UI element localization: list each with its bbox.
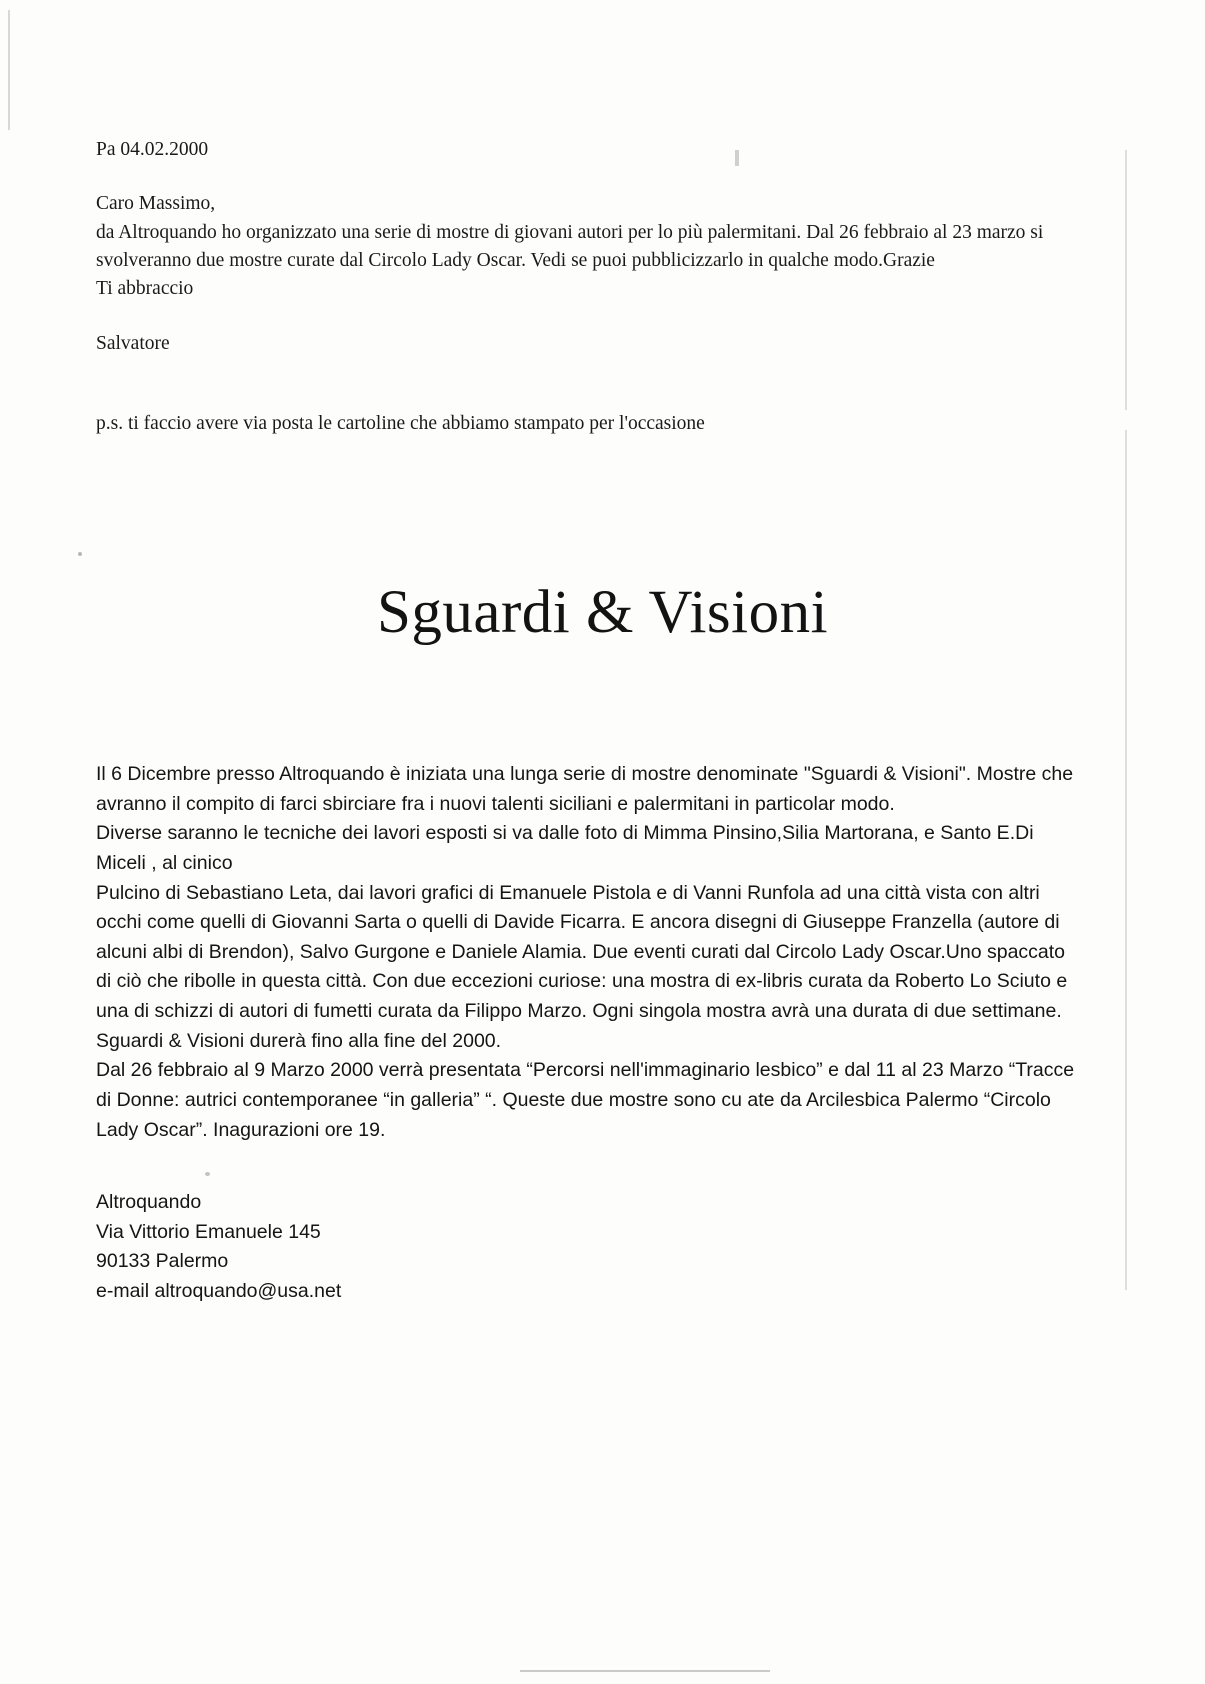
letter-closing: Ti abbraccio xyxy=(96,277,194,299)
article-paragraph: Dal 26 febbraio al 9 Marzo 2000 verrà presentata “Percorsi nell'immaginario lesbico” e dal 11 al 23 Marzo “Tracce di Donne: autrici contemporanee “in galleria” “. Queste due mostre sono cu ate da Arcilesbica Palermo “Circolo Lady Oscar”. Inagurazioni ore 19. xyxy=(96,1059,1075,1141)
footer-street: Via Vittorio Emanuele 145 xyxy=(96,1220,321,1243)
letter-postscript: p.s. ti faccio avere via posta le cartoline che abbiamo stampato per l'occasione xyxy=(96,413,705,435)
footer-email: e-mail altroquando@usa.net xyxy=(96,1279,342,1302)
letter-signature: Salvatore xyxy=(96,333,170,355)
letter-salutation: Caro Massimo, xyxy=(96,192,216,214)
letter-body: da Altroquando ho organizzato una serie di mostre di giovani autori per lo più palermitani. Dal 26 febbraio al 23 marzo si svolveranno due mostre curate dal Circolo Lady Oscar. Vedi se puoi pubblicizzarlo in qualche modo.Grazie xyxy=(96,222,1044,272)
scan-edge-artifact xyxy=(1125,150,1127,410)
page-title-text: Sguardi & Visioni xyxy=(376,579,829,646)
letter-date: Pa 04.02.2000 xyxy=(96,139,209,160)
scan-speck xyxy=(205,1172,210,1176)
footer-organization: Altroquando xyxy=(96,1191,202,1213)
letter-block xyxy=(96,136,1096,438)
scan-edge-artifact xyxy=(1125,430,1127,1290)
scan-edge-artifact xyxy=(8,10,10,130)
article-paragraph: Diverse saranno le tecniche dei lavori esposti si va dalle foto di Mimma Pinsino,Silia Martorana, e Santo E.Di Miceli , al cinico xyxy=(96,822,1034,874)
article-paragraph: Il 6 Dicembre presso Altroquando è iniziata una lunga serie di mostre denominate "Sguardi & Visioni". Mostre che avranno il compito di farci sbirciare fra i nuovi talenti siciliani e palermitani in particolar modo. xyxy=(96,763,1074,815)
footer-city: 90133 Palermo xyxy=(96,1250,229,1273)
scan-bottom-artifact xyxy=(520,1670,770,1672)
article-paragraph: Pulcino di Sebastiano Leta, dai lavori grafici di Emanuele Pistola e di Vanni Runfola ad una città vista con altri occhi come quelli di Giovanni Sarta o quelli di Davide Ficarra. E ancora disegni di Giuseppe Franzella (autore di alcuni albi di Brendon), Salvo Gurgone e Daniele Alamia. Due eventi curati dal Circolo Lady Oscar.Uno spaccato di ciò che ribolle in questa città. Con due eccezioni curiose: una mostra di ex-libris curata da Roberto Lo Sciuto e una di schizzi di autori di fumetti curata da Filippo Marzo. Ogni singola mostra avrà una durata di due settimane. Sguardi & Visioni durerà fino alla fine del 2000. xyxy=(96,881,1068,1052)
contact-footer xyxy=(96,1188,341,1307)
scan-speck xyxy=(78,552,82,556)
article-body xyxy=(96,760,1076,1145)
page-title xyxy=(0,578,1205,648)
